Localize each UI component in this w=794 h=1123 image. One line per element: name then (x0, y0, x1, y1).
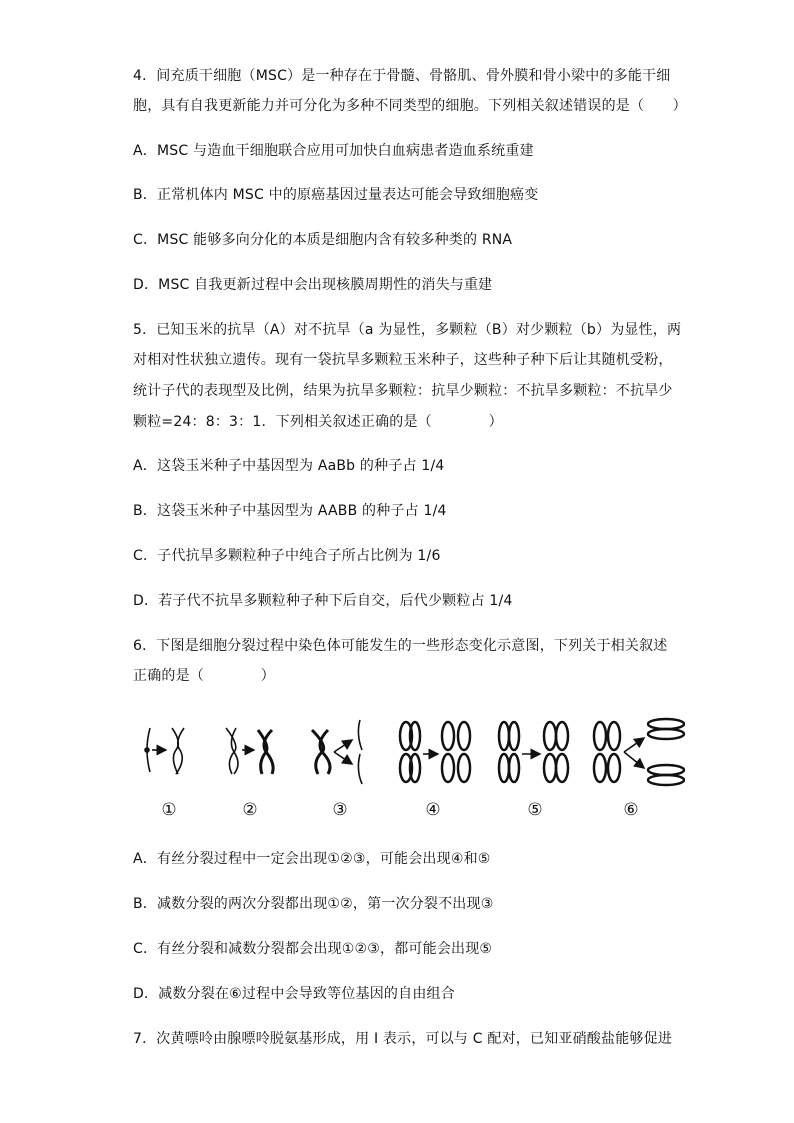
q5-stem-line-4: 颗粒=24：8：3：1．下列相关叙述正确的是（ ） (133, 414, 503, 430)
q5-option-a: A．这袋玉米种子中基因型为 AaBb 的种子占 1/4 (133, 458, 445, 474)
stage-5-crossing-over (499, 722, 568, 782)
q5-stem-line-2: 对相对性状独立遗传。现有一袋抗旱多颗粒玉米种子，这些种子种下后让其随机受粉， (133, 352, 673, 368)
q5-option-c: C．子代抗旱多颗粒种子中纯合子所占比例为 1/6 (133, 548, 441, 564)
chromosome-morphology-figure (130, 712, 700, 832)
stage-2-condensation (226, 728, 273, 774)
q4-option-c: C．MSC 能够多向分化的本质是细胞内含有较多种类的 RNA (133, 232, 513, 248)
q6-stem-line-1: 6．下图是细胞分裂过程中染色体可能发生的一些形态变化示意图，下列关于相关叙述 (133, 638, 668, 654)
q4-option-a: A．MSC 与造血干细胞联合应用可加快白血病患者造血系统重建 (133, 143, 534, 159)
q6-option-c: C．有丝分裂和减数分裂都会出现①②③，都可能会出现⑤ (133, 941, 493, 957)
figure-label-4: ④ (425, 800, 441, 820)
q6-option-d: D．减数分裂在⑥过程中会导致等位基因的自由组合 (133, 986, 455, 1002)
q6-option-b: B．减数分裂的两次分裂都出现①②，第一次分裂不出现③ (133, 896, 494, 912)
chromosome-diagram (130, 712, 700, 832)
q5-option-d: D．若子代不抗旱多颗粒种子种下后自交，后代少颗粒占 1/4 (133, 593, 513, 609)
q6-option-a: A．有丝分裂过程中一定会出现①②③，可能会出现④和⑤ (133, 851, 491, 867)
q5-option-b: B．这袋玉米种子中基因型为 AABB 的种子占 1/4 (133, 503, 447, 519)
figure-label-6: ⑥ (623, 800, 639, 820)
q6-stem-line-2: 正确的是（ ） (133, 668, 275, 684)
figure-label-1: ① (161, 800, 177, 820)
q5-stem-line-1: 5．已知玉米的抗旱（A）对不抗旱（a 为显性，多颗粒（B）对少颗粒（b）为显性，两 (133, 322, 682, 338)
q4-option-b: B．正常机体内 MSC 中的原癌基因过量表达可能会导致细胞癌变 (133, 187, 539, 203)
q4-stem-line-2: 胞，具有自我更新能力并可分化为多种不同类型的细胞。下列相关叙述错误的是（ ） (133, 98, 687, 114)
stage-4-homolog-pairing (400, 722, 470, 782)
figure-label-2: ② (242, 800, 258, 820)
q4-option-d: D．MSC 自我更新过程中会出现核膜周期性的消失与重建 (133, 277, 493, 293)
q7-stem-line-1: 7．次黄嘌呤由腺嘌呤脱氨基形成，用 I 表示，可以与 C 配对，已知亚硝酸盐能够促进 (133, 1031, 673, 1047)
figure-label-5: ⑤ (527, 800, 543, 820)
q4-stem-line-1: 4．间充质干细胞（MSC）是一种存在于骨髓、骨骼肌、骨外膜和骨小梁中的多能干细 (133, 68, 671, 84)
stage-3-chromatid-separation (312, 720, 362, 784)
stage-6-homolog-separation (594, 719, 684, 785)
q5-stem-line-3: 统计子代的表现型及比例，结果为抗旱多颗粒：抗旱少颗粒：不抗旱多颗粒：不抗旱少 (133, 383, 673, 399)
stage-1-chromatid-to-replicated (145, 728, 184, 774)
figure-label-3: ③ (332, 800, 348, 820)
